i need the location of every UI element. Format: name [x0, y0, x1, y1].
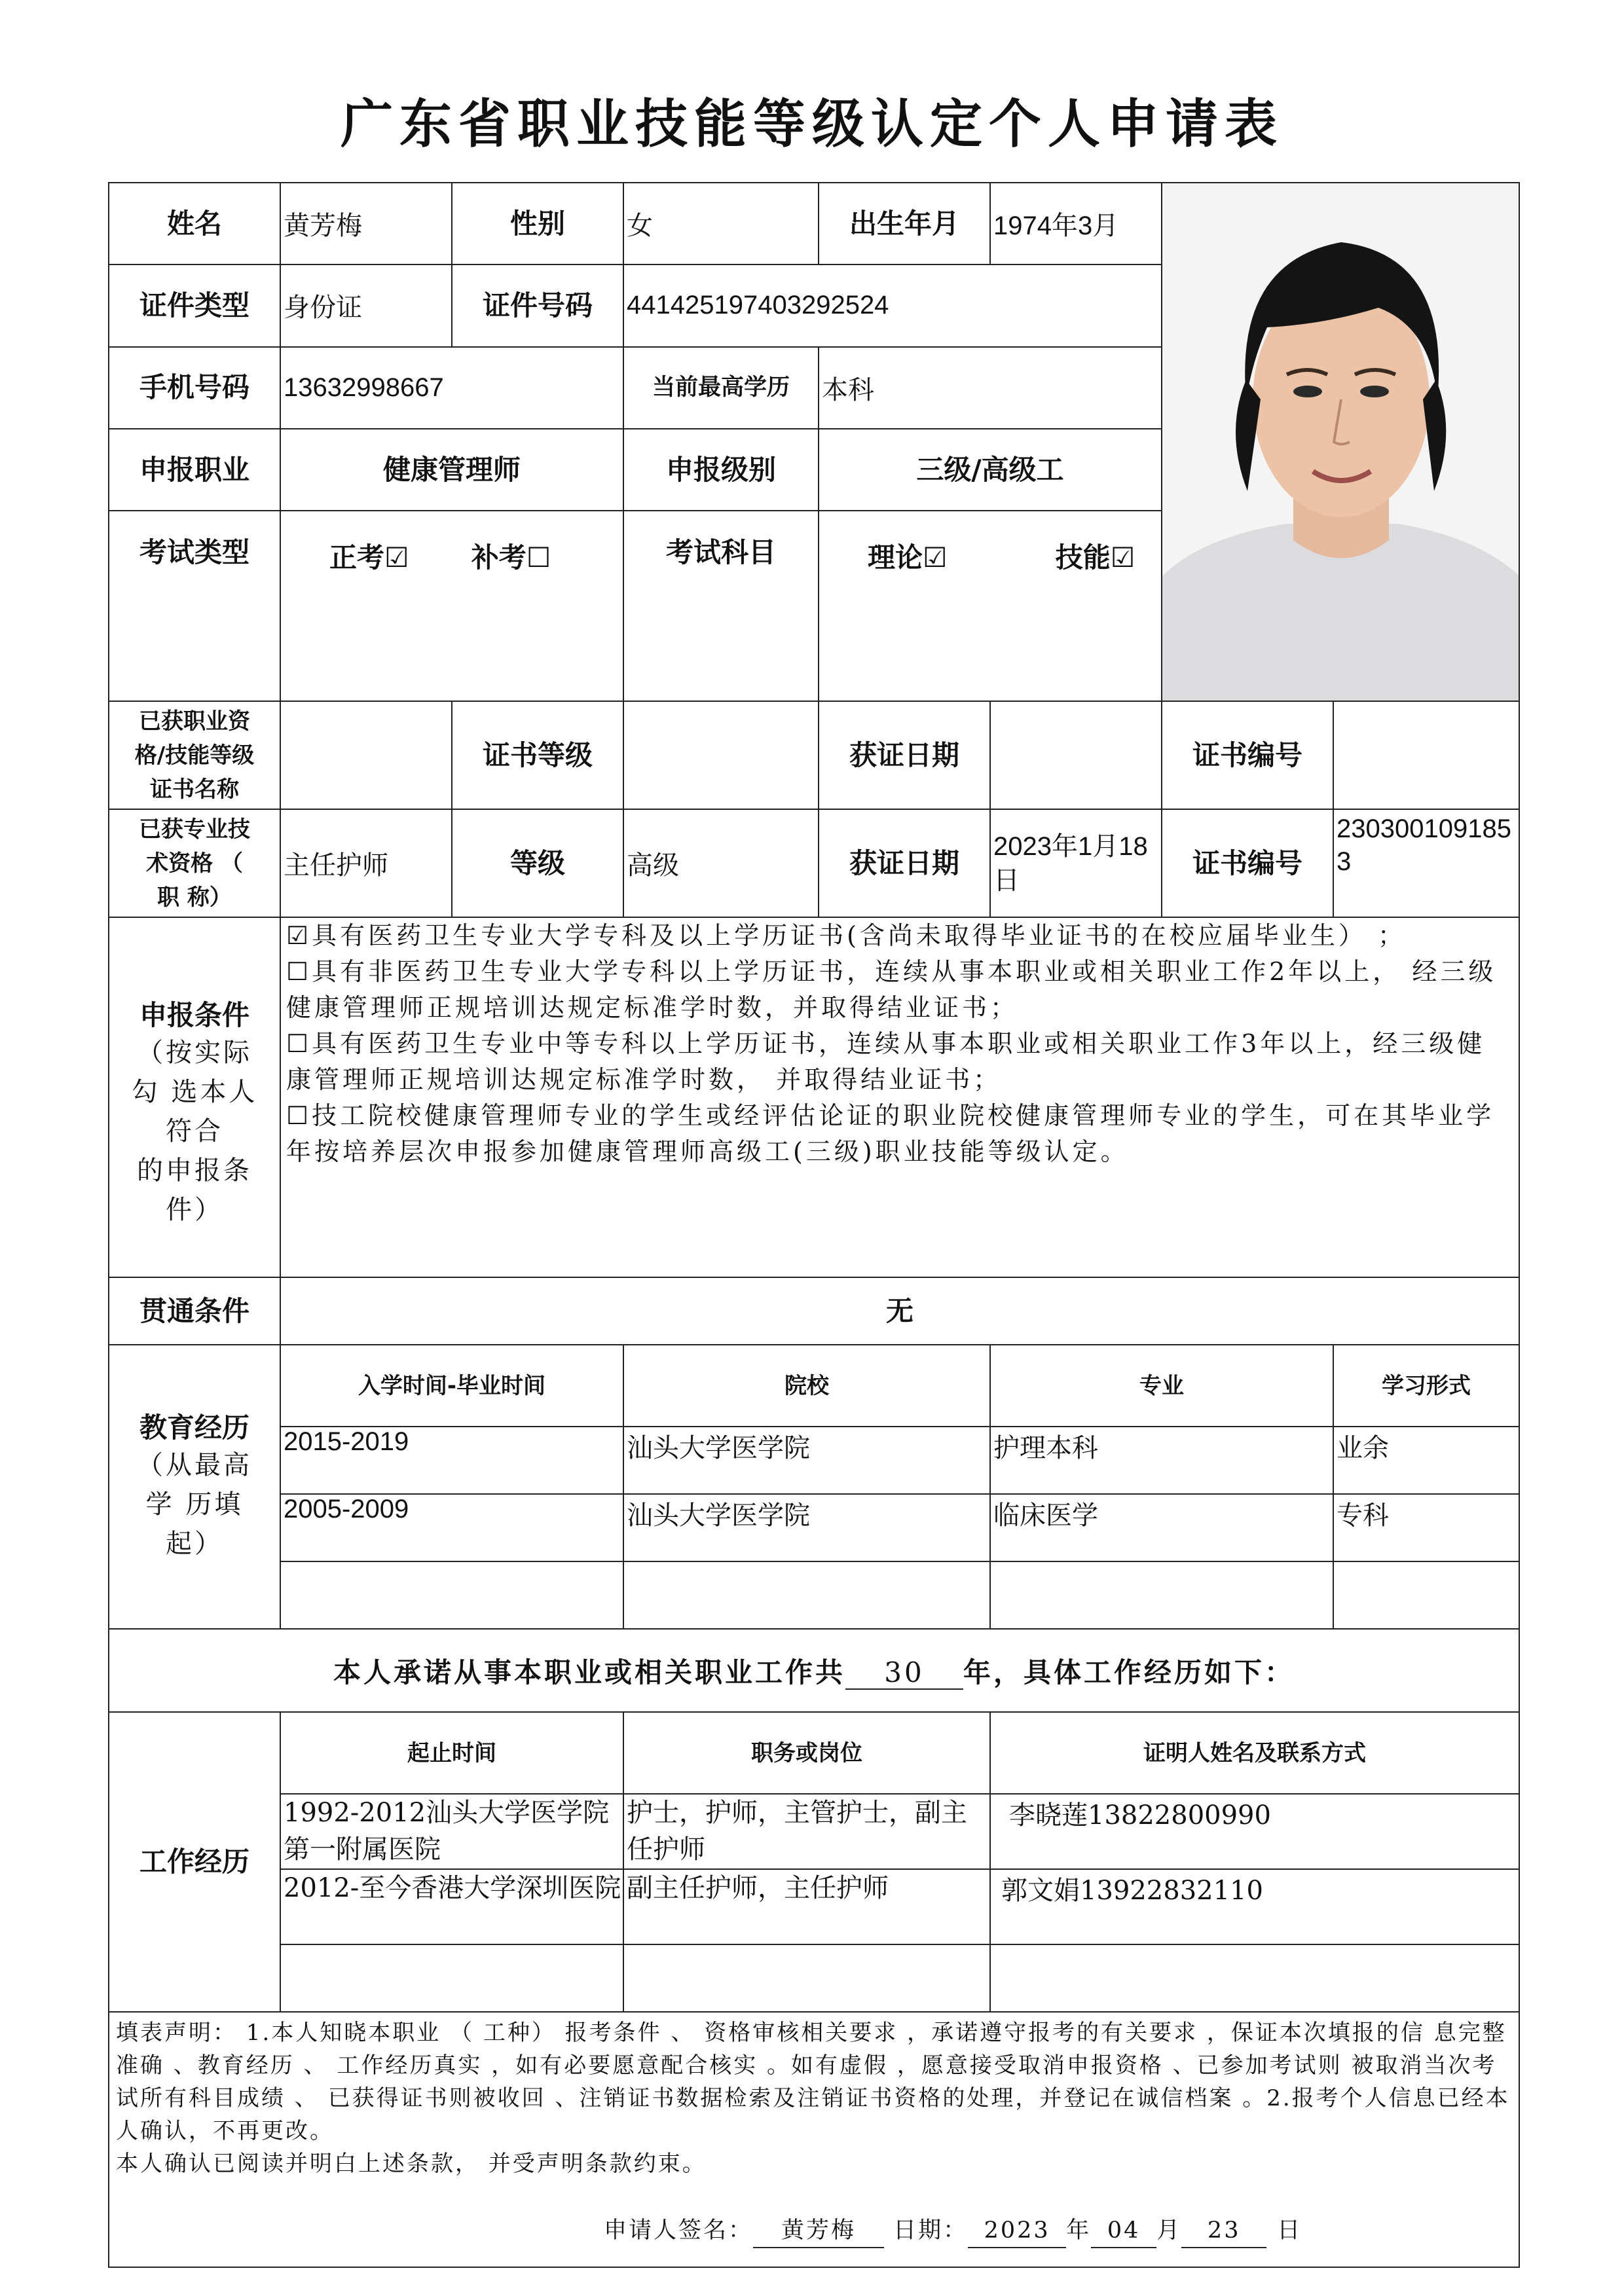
edu-row-1-school: 汕头大学医学院	[623, 1427, 990, 1494]
conditions-label-cell	[109, 917, 280, 1277]
declaration-section	[109, 2012, 1519, 2267]
birth-label: 出生年月	[819, 183, 990, 264]
education-value: 本科	[819, 347, 1162, 429]
work-header-position: 职务或岗位	[623, 1712, 990, 1794]
work-row-2-period: 2012-至今香港大学深圳医院	[280, 1869, 623, 1944]
work-row	[109, 1869, 1519, 1944]
commitment-prefix: 本人承诺从事本职业或相关职业工作共	[333, 1656, 845, 1688]
exam-skill-checkbox[interactable]: 技能☑	[1055, 541, 1135, 574]
edu-row-3-school	[623, 1561, 990, 1629]
work-row-2-position: 副主任护师，主任护师	[623, 1869, 990, 1944]
title-no-label: 证书编号	[1162, 809, 1333, 917]
declaration-confirm: 本人确认已阅读并明白上述条款， 并受声明条款约束。	[116, 2151, 707, 2177]
cert-name-label-line3: 证书名称	[150, 776, 239, 803]
title-label-line2: 术资格 （	[146, 850, 243, 877]
education-label: 当前最高学历	[623, 347, 819, 429]
gender-value: 女	[623, 183, 819, 264]
date-month-unit: 月	[1156, 2217, 1182, 2244]
through-value: 无	[280, 1277, 1519, 1345]
edu-header-mode: 学习形式	[1333, 1345, 1519, 1427]
work-row	[109, 1794, 1519, 1869]
work-row-3-position	[623, 1944, 990, 2012]
condition-item-2[interactable]: ☐具有非医药卫生专业大学专科以上学历证书，连续从事本职业或相关职业工作2年以上， 经三级健康管理师正规培训达规定标准学时数，并取得结业证书；	[286, 957, 1497, 1022]
phone-value: 13632998667	[280, 347, 623, 429]
edu-row-2-major: 临床医学	[990, 1494, 1333, 1561]
date-day-unit: 日	[1277, 2217, 1302, 2244]
applicant-photo	[1162, 183, 1519, 701]
work-history-label: 工作经历	[109, 1712, 280, 2012]
declaration-text: 填表声明： 1.本人知晓本职业 （ 工种） 报考条件 、 资格审核相关要求 ，承诺遵守报考的有关要求 ，保证本次填报的信 息完整准确 、教育经历 、 工作经历真实 ，如有必要愿意配合核实 。如有虚假 ，愿意接受取消申报资格 、已参加考试则 被取消当次考试所有科目成绩 、 已获得证书则被收回 、注销证书数据检索及注销证书资格的处理，并登记在诚信档案 。2.报考个人信息已经本人确认，不再更改。	[116, 2020, 1510, 2144]
work-header-period: 起止时间	[280, 1712, 623, 1794]
title-grade-label: 等级	[452, 809, 623, 917]
cert-no-value	[1333, 701, 1519, 809]
title-label-line1: 已获专业技	[139, 816, 250, 843]
gender-label: 性别	[452, 183, 623, 264]
cert-name-label-line2: 格/技能等级	[134, 742, 255, 769]
cert-no-label: 证书编号	[1162, 701, 1333, 809]
work-row-3-reference	[990, 1944, 1519, 2012]
title-date-value: 2023年1月18日	[990, 809, 1162, 917]
conditions-sub-1: （按实际	[137, 1038, 252, 1068]
title-name-value: 主任护师	[280, 809, 452, 917]
work-row-3-period	[280, 1944, 623, 2012]
edu-row-3-major	[990, 1561, 1333, 1629]
edu-row-1-major: 护理本科	[990, 1427, 1333, 1494]
edu-row-3-mode	[1333, 1561, 1519, 1629]
work-row-2-reference: 郭文娟13922832110	[990, 1869, 1519, 1944]
conditions-sub-5: 件）	[166, 1195, 223, 1225]
commitment-line	[109, 1629, 1519, 1712]
occupation-value: 健康管理师	[280, 429, 623, 511]
conditions-label: 申报条件	[139, 999, 249, 1031]
edu-history-sub-2: 学 历填	[145, 1489, 244, 1520]
edu-row-2-mode: 专科	[1333, 1494, 1519, 1561]
condition-item-4[interactable]: ☐技工院校健康管理师专业的学生或经评估论证的职业院校健康管理师专业的学生，可在其毕业学年按培养层次申报参加健康管理师高级工(三级)职业技能等级认定。	[286, 1101, 1495, 1166]
edu-row	[109, 1494, 1519, 1561]
title-no-value: 2303001091853	[1333, 809, 1519, 917]
title-grade-value: 高级	[623, 809, 819, 917]
work-row-empty	[109, 1944, 1519, 2012]
id-number-value: 441425197403292524	[623, 264, 1162, 346]
cert-level-label: 证书等级	[452, 701, 623, 809]
level-value: 三级/高级工	[819, 429, 1162, 511]
condition-item-1[interactable]: ☑具有医药卫生专业大学专科及以上学历证书(含尚未取得毕业证书的在校应届毕业生） ；	[286, 921, 1406, 950]
occupation-label: 申报职业	[109, 429, 280, 511]
form-title: 广东省职业技能等级认定个人申请表	[341, 94, 1283, 155]
cert-date-value	[990, 701, 1162, 809]
date-year-unit: 年	[1066, 2217, 1092, 2244]
name-value: 黄芳梅	[280, 183, 452, 264]
conditions-sub-3: 符合	[166, 1116, 223, 1146]
exam-formal-checkbox[interactable]: 正考☑	[329, 541, 409, 574]
cert-date-label: 获证日期	[819, 701, 990, 809]
cert-name-label-line1: 已获职业资	[139, 708, 250, 735]
id-number-label: 证件号码	[452, 264, 623, 346]
commitment-suffix: 年，具体工作经历如下：	[963, 1656, 1295, 1688]
title-date-label: 获证日期	[819, 809, 990, 917]
date-day[interactable]: 23	[1181, 2214, 1266, 2248]
exam-subject-options	[819, 511, 1162, 701]
edu-history-label-cell	[109, 1345, 280, 1629]
signature-name[interactable]: 黄芳梅	[753, 2214, 884, 2248]
level-label: 申报级别	[623, 429, 819, 511]
conditions-sub-2: 勾 选本人	[131, 1077, 258, 1107]
edu-row-1-period: 2015-2019	[280, 1427, 623, 1494]
title-label	[109, 809, 280, 917]
signature-line	[116, 2214, 1511, 2248]
commitment-years: 30	[845, 1656, 963, 1690]
edu-header-period: 入学时间-毕业时间	[280, 1345, 623, 1427]
work-row-1-period: 1992-2012汕头大学医学院第一附属医院	[280, 1794, 623, 1869]
edu-row-3-period	[280, 1561, 623, 1629]
phone-label: 手机号码	[109, 347, 280, 429]
edu-history-label: 教育经历	[139, 1412, 249, 1444]
cert-level-value	[623, 701, 819, 809]
exam-type-label: 考试类型	[109, 511, 280, 701]
cert-name-label	[109, 701, 280, 809]
id-type-label: 证件类型	[109, 264, 280, 346]
edu-row-2-period: 2005-2009	[280, 1494, 623, 1561]
exam-subject-label: 考试科目	[623, 511, 819, 701]
edu-history-sub-1: （从最高	[137, 1450, 252, 1480]
conditions-list	[280, 917, 1519, 1277]
title-label-line3: 职 称）	[157, 884, 232, 911]
edu-header-major: 专业	[990, 1345, 1333, 1427]
exam-theory-checkbox[interactable]: 理论☑	[868, 541, 948, 574]
condition-item-3[interactable]: ☐具有医药卫生专业中等专科以上学历证书，连续从事本职业或相关职业工作3年以上，经三级健康管理师正规培训达规定标准学时数， 并取得结业证书；	[286, 1029, 1486, 1094]
date-year[interactable]: 2023	[968, 2214, 1066, 2248]
exam-type-options	[280, 511, 623, 701]
edu-row-2-school: 汕头大学医学院	[623, 1494, 990, 1561]
edu-row	[109, 1427, 1519, 1494]
work-row-1-reference: 李晓莲13822800990	[990, 1794, 1519, 1869]
birth-value: 1974年3月	[990, 183, 1162, 264]
date-label: 日期：	[893, 2217, 969, 2244]
date-month[interactable]: 04	[1091, 2214, 1156, 2248]
id-type-value: 身份证	[280, 264, 452, 346]
edu-row-empty	[109, 1561, 1519, 1629]
exam-makeup-checkbox[interactable]: 补考☐	[471, 541, 551, 574]
portrait-image	[1162, 183, 1519, 701]
edu-header-school: 院校	[623, 1345, 990, 1427]
name-label: 姓名	[109, 183, 280, 264]
through-label: 贯通条件	[109, 1277, 280, 1345]
edu-row-1-mode: 业余	[1333, 1427, 1519, 1494]
work-header-reference: 证明人姓名及联系方式	[990, 1712, 1519, 1794]
edu-history-sub-3: 起）	[166, 1529, 223, 1559]
cert-name-value	[280, 701, 452, 809]
application-form	[108, 182, 1520, 2268]
work-row-1-position: 护士，护师，主管护士，副主任护师	[623, 1794, 990, 1869]
signature-label: 申请人签名：	[604, 2217, 754, 2244]
conditions-sub-4: 的申报条	[137, 1156, 252, 1186]
